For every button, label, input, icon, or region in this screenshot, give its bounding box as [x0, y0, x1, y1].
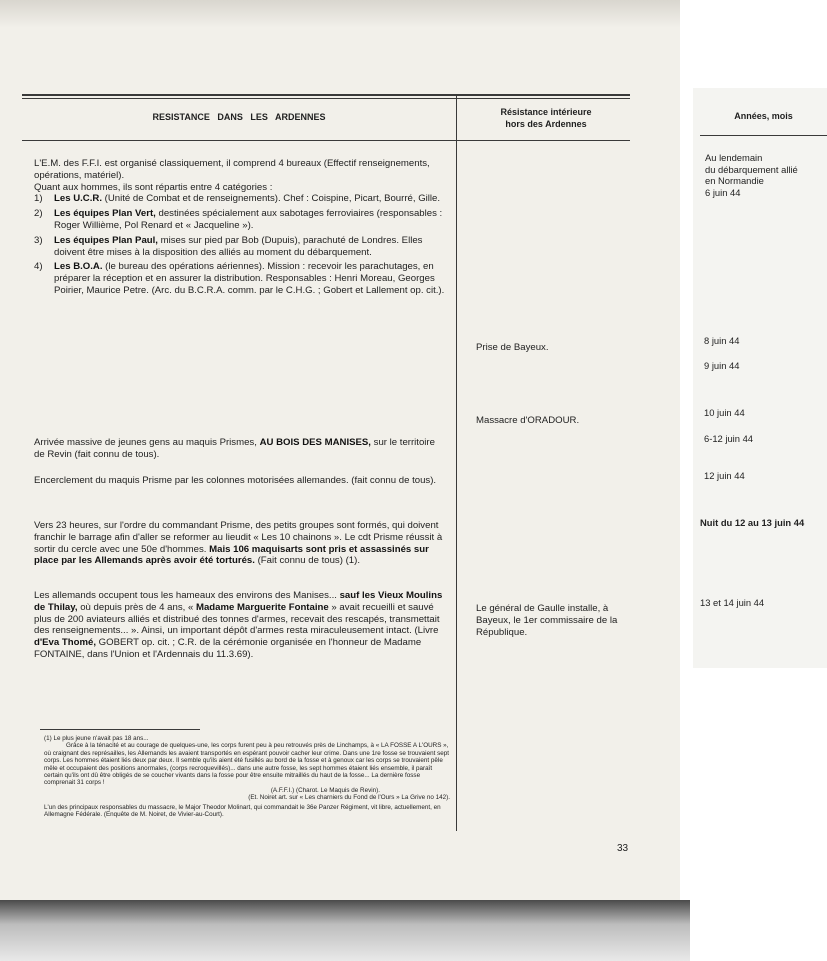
intro-paragraph: L'E.M. des F.F.I. est organisé classiquement, il comprend 4 bureaux (Effectif renseignements, opérations, matériel). — [34, 158, 430, 181]
date-13-14-juin: 13 et 14 juin 44 — [700, 597, 765, 608]
event-massacre: Vers 23 heures, sur l'ordre du commandant Prisme, des petits groupes sont formés, qui doivent franchir le barrage afin d'aller se reformer au lieudit « Les 10 chainons ». Le cdt Prisme réussit à sortir du cercle avec une 50e d'hommes. Mais 106 maquisarts sont pris et assassinés sur place par les Allemands après avoir été torturés. (Fait connu de tous) (1). — [34, 520, 443, 567]
page-top-shadow — [0, 0, 680, 28]
column-divider — [456, 96, 457, 831]
date-6-juin: Au lendemain du débarquement allié en Normandie 6 juin 44 — [705, 152, 798, 198]
category-item: 4) Les B.O.A. (le bureau des opérations aériennes). Mission : recevoir les parachutages, en préparer la réception et en assurer la distribution. Responsables : Henri Moreau, Georges Poirier, Maurice Petre. (Arc. du B.C.R.A. comm. par le C.H.G. ; Gobert et Lallement op. cit.). — [34, 261, 445, 296]
date-10-juin: 10 juin 44 — [704, 407, 745, 418]
event-arrival: Arrivée massive de jeunes gens au maquis Prismes, AU BOIS DES MANISES, sur le territoire de Revin (fait connu de tous). — [34, 437, 435, 460]
date-6-12-juin: 6-12 juin 44 — [704, 433, 753, 444]
dates-column-header: Années, mois — [734, 111, 793, 121]
middle-event-oradour: Massacre d'ORADOUR. — [476, 415, 580, 426]
dates-header-rule — [700, 135, 827, 136]
footnote-note: L'un des principaux responsables du massacre, le Major Theodor Molinart, qui commandait le 36e Panzer Régiment, vit libre, actuellement, en Allemagne Fédérale. (Enquête de M. Noiret, de Vivier-au-Court). — [44, 803, 441, 819]
category-item: 3) Les équipes Plan Paul, mises sur pied par Bob (Dupuis), parachuté de Londres. Elles doivent être mises à la disposition des alliés au moment du débarquement. — [34, 234, 423, 258]
footnote-text: Grâce à la ténacité et au courage de quelques-une, les corps furent peu à peu retrouvés près de Linchamps, à « LA FOSSE A L'OURS », où craignant des représailles, les Allemands les avaient transportés en espérant pouvoir cacher leur crime. Dans une 1re fosse se trouvaient sept corps. Les hommes étaient liés deux par deux. Il semble qu'ils aient été fusillés au bord de la fosse et à genoux car les corps se trouvaient pêle mêle et occupaient des positions anormales, (corps recroquevillés)... dans une autre fosse, les sept hommes étaient liés ensemble, il paraît certain qu'ils ont dû être obligés de se coucher vivants dans la fosse pour être ensuite mitraillés du haut de la fosse... La dernière fosse comprenait 31 corps ! — [44, 742, 449, 787]
page-number: 33 — [617, 843, 629, 854]
footnote-block — [44, 735, 450, 818]
date-nuit-12-13-juin: Nuit du 12 au 13 juin 44 — [700, 517, 805, 528]
event-occupation: Les allemands occupent tous les hameaux des environs des Manises... sauf les Vieux Moulins de Thilay, où depuis près de 4 ans, « Madame Marguerite Fontaine » avait recueilli et sauvé plus de 200 aviateurs alliés et distribué des tonnes d'armes, recevait des rescapés, transmettait des renseignements... ». Ainsi, un important dépôt d'armes resta miraculeusement intact. (Livre d'Eva Thomé, GOBERT op. cit. ; C.R. de la cérémonie organisée en l'honneur de Madame FONTAINE, dans l'Union et l'Ardennais du 11.3.69). — [34, 590, 443, 660]
intro-block — [34, 158, 446, 300]
category-item: 2) Les équipes Plan Vert, destinées spécialement aux sabotages ferroviaires (responsables : Roger Willième, Pol Renard et « Jacqueline »). — [34, 208, 443, 231]
footnote-source-1: (A.F.F.I.) (Charot. Le Maquis de Revin). — [270, 786, 380, 794]
footnote-marker: (1) Le plus jeune n'avait pas 18 ans... — [44, 735, 149, 742]
date-8-juin: 8 juin 44 — [704, 335, 740, 346]
categories-list — [34, 193, 446, 296]
header-top-rule-thin — [22, 98, 630, 99]
middle-column-header: Résistance intérieure hors des Ardennes — [500, 107, 592, 129]
main-column-header: RESISTANCE DANS LES ARDENNES — [152, 112, 326, 122]
page-bottom-edge — [0, 900, 690, 961]
event-encirclement: Encerclement du maquis Prisme par les colonnes motorisées allemandes. (fait connu de tous). — [34, 475, 437, 486]
intro-categories: Quant aux hommes, ils sont répartis entre 4 catégories : — [34, 181, 273, 193]
middle-event-de-gaulle: Le général de Gaulle installe, à Bayeux, le 1er commissaire de la République. — [476, 603, 618, 638]
date-9-juin: 9 juin 44 — [704, 360, 740, 371]
header-top-rule — [22, 94, 630, 96]
date-12-juin: 12 juin 44 — [704, 470, 745, 481]
footnote-rule — [40, 729, 200, 730]
footnote-source-2: (Et. Noiret art. sur « Les charniers du Fond de l'Ours » La Grive no 142). — [248, 794, 450, 802]
middle-event-bayeux: Prise de Bayeux. — [476, 342, 549, 353]
header-bottom-rule — [22, 140, 630, 141]
category-item: 1) Les U.C.R. (Unité de Combat et de renseignements). Chef : Coispine, Picart, Bourré, Gille. — [34, 193, 441, 205]
